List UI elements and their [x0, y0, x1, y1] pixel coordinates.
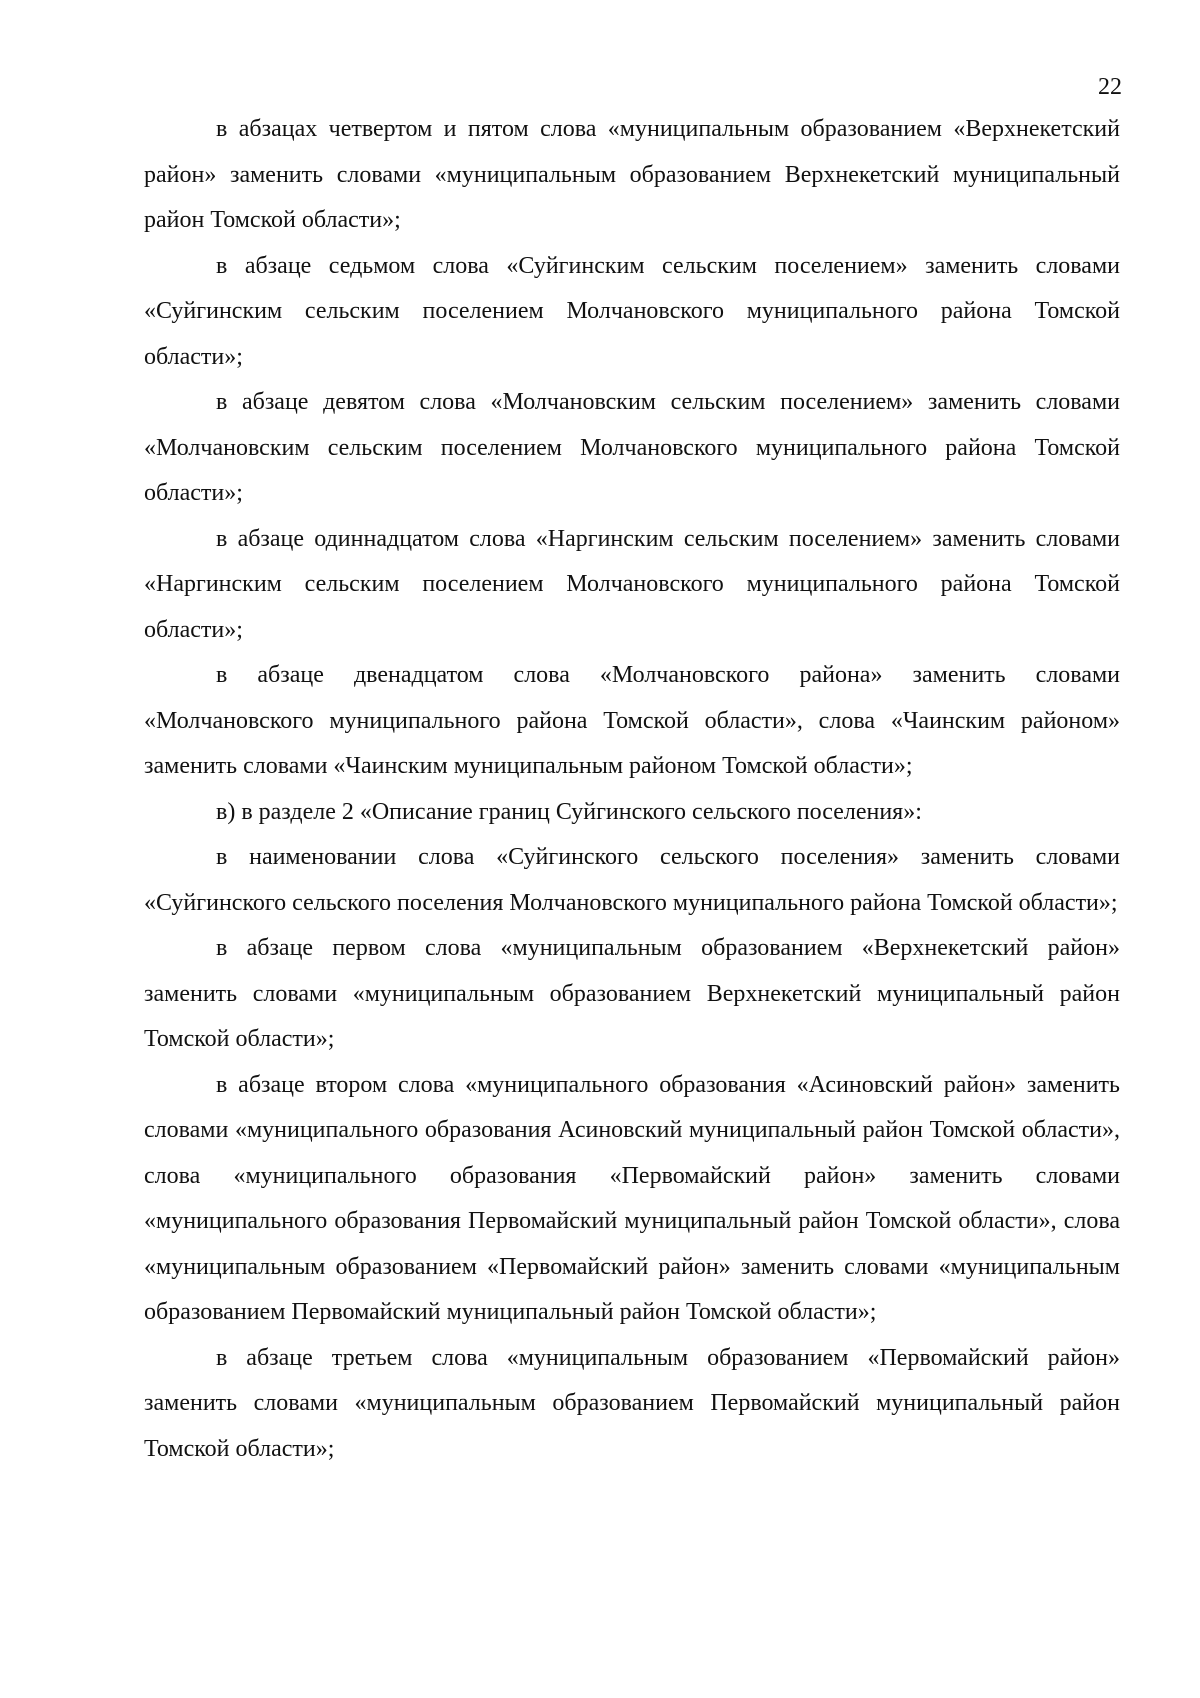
- section-item-v: в) в разделе 2 «Описание границ Суйгинского сельского поселения»:: [216, 798, 922, 825]
- paragraph-amendment: в абзацах четвертом и пятом слова «муниципальным образованием «Верхнекетский район» заменить словами «муниципальным образованием Верхнекетский муниципальный район Томской области»;: [144, 116, 1120, 233]
- paragraph-amendment: в абзаце седьмом слова «Суйгинским сельским поселением» заменить словами «Суйгинским сельским поселением Молчановского муниципального района Томской области»;: [144, 252, 1120, 370]
- paragraph-amendment: в абзаце третьем слова «муниципальным образованием «Первомайский район» заменить словами «муниципальным образованием Первомайский муниципальный район Томской области»;: [144, 1344, 1120, 1462]
- document-body: [144, 107, 1120, 1472]
- page-number: 22: [1098, 74, 1122, 100]
- paragraph-amendment: в абзаце втором слова «муниципального образования «Асиновский район» заменить словами «муниципального образования Асиновский муниципальный район Томской области», слова «муниципального образования «Первомайский район» заменить словами «муниципального образования Первомайский муниципальный район Томской области», слова «муниципальным образованием «Первомайский район» заменить словами «муниципальным образованием Первомайский муниципальный район Томской области»;: [144, 1071, 1120, 1325]
- paragraph-amendment: в наименовании слова «Суйгинского сельского поселения» заменить словами «Суйгинского сельского поселения Молчановского муниципального района Томской области»;: [144, 844, 1120, 916]
- paragraph-amendment: в абзаце одиннадцатом слова «Наргинским сельским поселением» заменить словами «Наргинским сельским поселением Молчановского муниципального района Томской области»;: [144, 525, 1120, 643]
- paragraph-amendment: в абзаце первом слова «муниципальным образованием «Верхнекетский район» заменить словами «муниципальным образованием Верхнекетский муниципальный район Томской области»;: [144, 935, 1120, 1052]
- paragraph-amendment: в абзаце девятом слова «Молчановским сельским поселением» заменить словами «Молчановским сельским поселением Молчановского муниципального района Томской области»;: [144, 389, 1120, 506]
- paragraph-amendment: в абзаце двенадцатом слова «Молчановского района» заменить словами «Молчановского муниципального района Томской области», слова «Чаинским районом» заменить словами «Чаинским муниципальным районом Томской области»;: [144, 662, 1120, 779]
